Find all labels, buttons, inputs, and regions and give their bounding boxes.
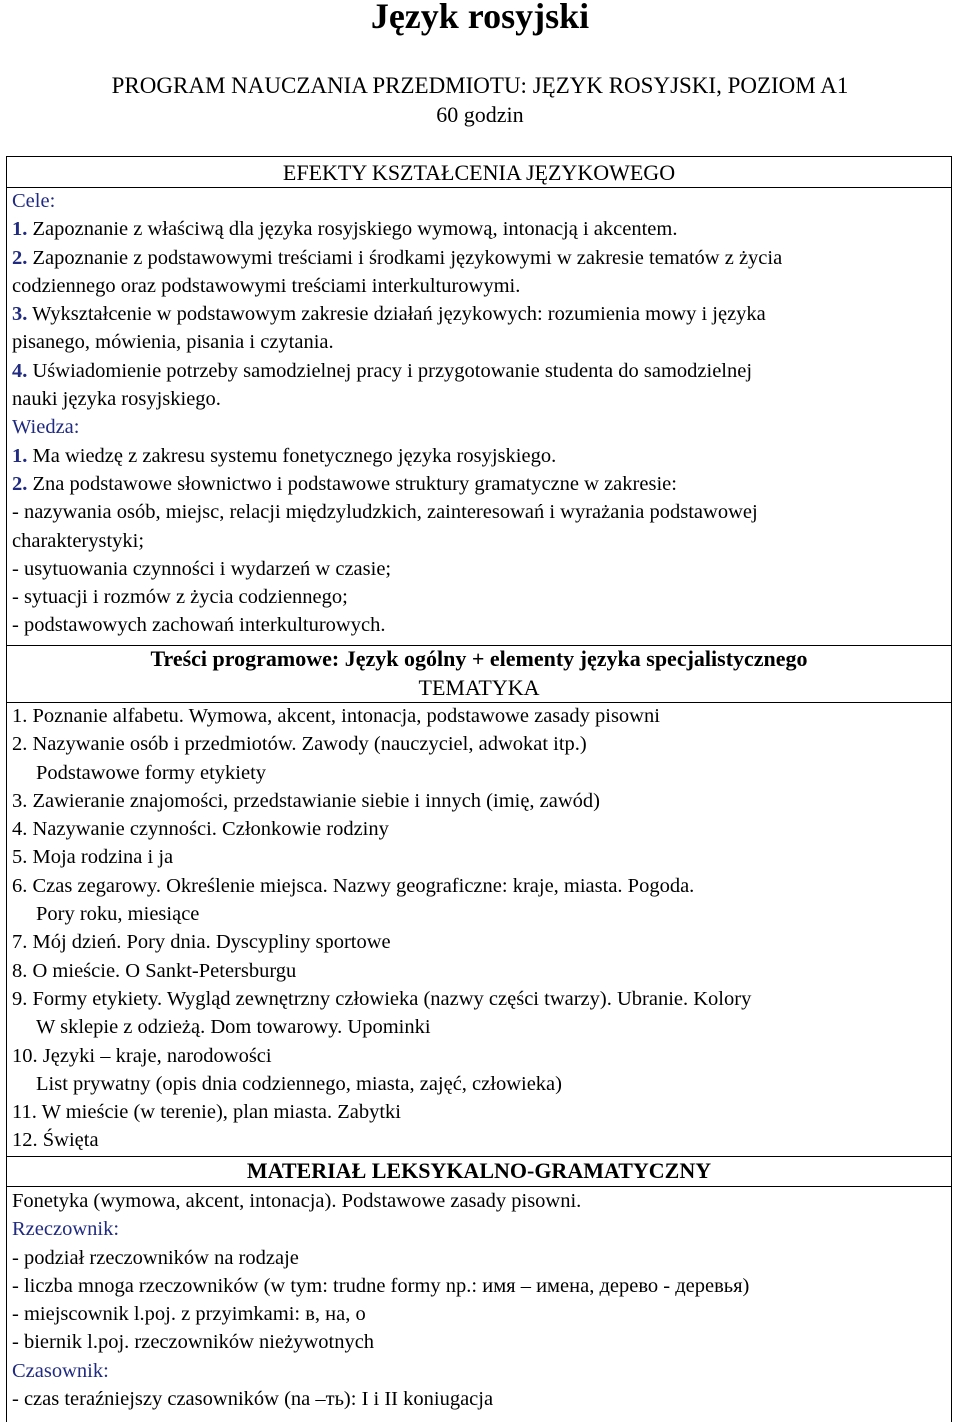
topic-item-cont: Podstawowe formy etykiety	[36, 761, 267, 784]
cele-item-4-cont: nauki języka rosyjskiego.	[12, 388, 221, 411]
wiedza-subitem: charakterystyki;	[12, 529, 145, 552]
cele-item-3: 3. Wykształcenie w podstawowym zakresie działań językowych: rozumienia mowy i języka	[12, 303, 766, 326]
tematyka-list	[12, 702, 946, 1155]
topic-item: 5. Moja rodzina i ja	[12, 846, 174, 869]
topic-item: 11. W mieście (w terenie), plan miasta. Zabytki	[12, 1101, 401, 1124]
wiedza-subitem: - sytuacji i rozmów z życia codziennego;	[12, 586, 348, 609]
topic-item: 4. Nazywanie czynności. Członkowie rodziny	[12, 818, 389, 841]
topic-item-cont: Pory roku, miesiące	[36, 903, 200, 926]
cele-item-3-cont: pisanego, mówienia, pisania i czytania.	[12, 331, 334, 354]
czasownik-item: - czas teraźniejszy czasowników (na –ть): I i II koniugacja	[12, 1388, 494, 1411]
wiedza-item-2: 2. Zna podstawowe słownictwo i podstawowe struktury gramatyczne w zakresie:	[12, 472, 677, 495]
program-title: PROGRAM NAUCZANIA PRZEDMIOTU: JĘZYK ROSYJSKI, POZIOM A1	[111, 73, 849, 98]
topic-item: 8. O mieście. O Sankt-Petersburgu	[12, 959, 297, 982]
tresci-heading: Treści programowe: Język ogólny + elementy języka specjalistycznego	[150, 646, 808, 671]
efekty-block	[12, 187, 946, 640]
cele-item-4: 4. Uświadomienie potrzeby samodzielnej pracy i przygotowanie studenta do samodzielnej	[12, 359, 753, 382]
tematyka-heading: TEMATYKA	[418, 675, 540, 700]
material-heading: MATERIAŁ LEKSYKALNO-GRAMATYCZNY	[246, 1158, 712, 1183]
cele-label: Cele:	[12, 190, 56, 212]
wiedza-subitem: - nazywania osób, miejsc, relacji międzyludzkich, zainteresowań i wyrażania podstawowej	[12, 501, 758, 524]
efekty-heading: EFEKTY KSZTAŁCENIA JĘZYKOWEGO	[282, 160, 676, 185]
wiedza-label: Wiedza:	[12, 416, 80, 439]
page-title: Język rosyjski	[370, 0, 590, 36]
rzeczownik-item: - podział rzeczowników na rodzaje	[12, 1246, 299, 1269]
topic-item: 12. Święta	[12, 1129, 99, 1152]
wiedza-subitem: - podstawowych zachowań interkulturowych.	[12, 614, 386, 637]
czasownik-label: Czasownik:	[12, 1359, 109, 1382]
wiedza-item-1: 1. Ma wiedzę z zakresu systemu fonetycznego języka rosyjskiego.	[12, 444, 557, 467]
rzeczownik-item: - biernik l.poj. rzeczowników nieżywotnych	[12, 1331, 375, 1354]
rzeczownik-item: - liczba mnoga rzeczowników (w tym: trudne formy np.: имя – имена, дерево - деревья)	[12, 1274, 750, 1297]
cele-item-1: 1. Zapoznanie z właściwą dla języka rosyjskiego wymową, intonacją i akcentem.	[12, 218, 678, 241]
topic-item: 6. Czas zegarowy. Określenie miejsca. Nazwy geograficzne: kraje, miasta. Pogoda.	[12, 874, 695, 897]
topic-item: 10. Języki – kraje, narodowości	[12, 1044, 272, 1067]
topic-item: 1. Poznanie alfabetu. Wymowa, akcent, intonacja, podstawowe zasady pisowni	[12, 705, 660, 727]
material-block	[12, 1187, 946, 1413]
topic-item: 2. Nazywanie osób i przedmiotów. Zawody (nauczyciel, adwokat itp.)	[12, 733, 587, 756]
material-intro: Fonetyka (wymowa, akcent, intonacja). Podstawowe zasady pisowni.	[12, 1190, 582, 1212]
topic-item: 7. Mój dzień. Pory dnia. Dyscypliny sportowe	[12, 931, 391, 954]
topic-item: 9. Formy etykiety. Wygląd zewnętrzny człowieka (nazwy części twarzy). Ubranie. Kolory	[12, 987, 752, 1010]
hours-label: 60 godzin	[436, 102, 524, 127]
rzeczownik-item: - miejscownik l.poj. z przyimkami: в, на, о	[12, 1303, 366, 1326]
cele-item-2: 2. Zapoznanie z podstawowymi treściami i środkami językowymi w zakresie tematów z życia	[12, 246, 783, 269]
topic-item-cont: List prywatny (opis dnia codziennego, miasta, zajęć, człowieka)	[36, 1072, 562, 1095]
topic-item-cont: W sklepie z odzieżą. Dom towarowy. Upominki	[36, 1016, 431, 1039]
rzeczownik-label: Rzeczownik:	[12, 1218, 120, 1241]
cele-item-2-cont: codziennego oraz podstawowymi treściami interkulturowymi.	[12, 274, 521, 297]
topic-item: 3. Zawieranie znajomości, przedstawianie siebie i innych (imię, zawód)	[12, 789, 601, 812]
wiedza-subitem: - usytuowania czynności i wydarzeń w czasie;	[12, 557, 392, 580]
